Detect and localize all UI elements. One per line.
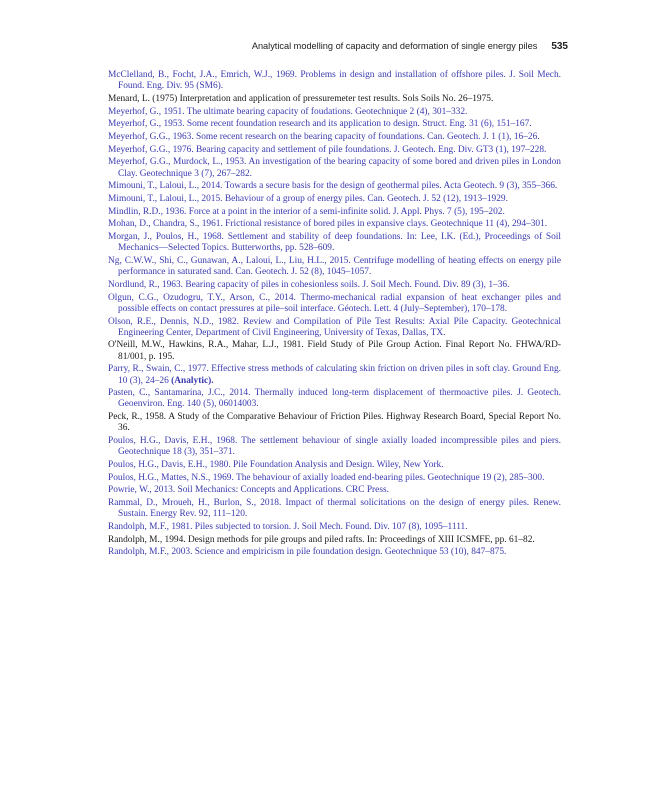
reference-entry[interactable] [108, 107, 561, 118]
reference-entry [108, 412, 561, 434]
reference-entry[interactable] [108, 280, 561, 291]
running-title: Analytical modelling of capacity and deformation of single energy piles [251, 41, 538, 51]
reference-entry[interactable] [108, 498, 561, 520]
reference-text: Parry, R., Swain, C., 1977. Effective stress methods of calculating skin friction on driven piles in soft clay. Ground Eng. 10 (3), 24–26 [108, 364, 561, 386]
page-number: 535 [551, 41, 568, 52]
reference-entry[interactable] [108, 145, 561, 156]
reference-text: Morgan, J., Poulos, H., 1968. Settlement and stability of deep foundations. In: Lee, I.K. (Ed.), Proceedings of Soil Mechanics—Selected Topics. Butterworths, pp. 528–609. [108, 232, 561, 254]
reference-text: Randolph, M.F., 1981. Piles subjected to torsion. J. Soil Mech. Found. Div. 107 (8), 1095–1111. [108, 522, 468, 533]
reference-entry[interactable] [108, 522, 561, 533]
reference-text: Meyerhof, G.G., 1963. Some recent research on the bearing capacity of foundations. Can. Geotech. J. 1 (1), 16–26. [108, 132, 540, 143]
reference-entry[interactable] [108, 485, 561, 496]
reference-text: Olson, R.E., Dennis, N.D., 1982. Review and Compilation of Pile Test Results: Axial Pile Capacity. Geotechnical Engineering Center, Department of Civil Engineering, University of Texas, Dallas, TX. [108, 316, 561, 338]
reference-text: Mimouni, T., Laloui, L., 2014. Towards a secure basis for the design of geothermal piles. Acta Geotech. 9 (3), 355–366. [108, 181, 558, 192]
reference-text: Meyerhof, G., 1953. Some recent foundation research and its application to design. Struct. Eng. 31 (6), 151–167. [108, 119, 532, 130]
reference-entry[interactable] [108, 256, 561, 278]
reference-text: Menard, L. (1975) Interpretation and application of pressuremeter test results. Sols Soils No. 26–1975. [108, 93, 494, 104]
reference-entry [108, 535, 561, 546]
reference-text: Olgun, C.G., Ozudogru, T.Y., Arson, C., 2014. Thermo-mechanical radial expansion of heat exchanger piles and possible effects on contact pressures at pile–soil interface. Géotech. Lett. 4 (July–September), 170–178. [108, 292, 561, 314]
reference-entry[interactable] [108, 219, 561, 230]
reference-entry[interactable] [108, 157, 561, 179]
reference-text: Pasten, C., Santamarina, J.C., 2014. Thermally induced long-term displacement of thermoactive piles. J. Geotech. Geoenviron. Eng. 140 (5), 06014003. [108, 388, 561, 410]
reference-entry[interactable] [108, 293, 561, 315]
reference-text: Rammal, D., Mroueh, H., Burlon, S., 2018. Impact of thermal solicitations on the design of energy piles. Renew. Sustain. Energy Rev. 92, 111–120. [108, 498, 561, 520]
reference-text: Mimouni, T., Laloui, L., 2015. Behaviour of a group of energy piles. Can. Geotech. J. 52 (12), 1913–1929. [108, 194, 508, 205]
reference-list [108, 70, 561, 560]
reference-entry[interactable] [108, 194, 561, 205]
reference-text: Meyerhof, G.G., Murdock, L., 1953. An investigation of the bearing capacity of some bored and driven piles in London Clay. Geotechnique 3 (7), 267–282. [108, 157, 561, 179]
reference-entry[interactable] [108, 364, 561, 386]
reference-text: Poulos, H.G., Davis, E.H., 1968. The settlement behaviour of single axially loaded incompressible piles and piers. Geotechnique 18 (3), 351–371. [108, 436, 561, 458]
reference-text: Ng, C.W.W., Shi, C., Gunawan, A., Laloui, L., Liu, H.L., 2015. Centrifuge modelling of heating effects on energy pile performance in saturated sand. Can. Geotech. J. 52 (8), 1045–1057. [108, 256, 561, 278]
reference-text: Mindlin, R.D., 1936. Force at a point in the interior of a semi-infinite solid. J. Appl. Phys. 7 (5), 195–202. [108, 206, 505, 217]
reference-entry [108, 94, 561, 105]
reference-text: Meyerhof, G.G., 1976. Bearing capacity and settlement of pile foundations. J. Geotech. Eng. Div. GT3 (1), 197–228. [108, 144, 547, 155]
running-header [108, 41, 568, 52]
reference-text: Poulos, H.G., Davis, E.H., 1980. Pile Foundation Analysis and Design. Wiley, New York. [108, 460, 444, 470]
reference-entry[interactable] [108, 207, 561, 218]
reference-entry[interactable] [108, 132, 561, 143]
reference-text: Nordlund, R., 1963. Bearing capacity of piles in cohesionless soils. J. Soil Mech. Found. Div. 89 (3), 1–36. [108, 279, 510, 290]
reference-text: Mohan, D., Chandra, S., 1961. Frictional resistance of bored piles in expansive clays. Geotechnique 11 (4), 294–301. [108, 219, 548, 230]
reference-entry[interactable] [108, 181, 561, 192]
reference-text: Powrie, W., 2013. Soil Mechanics: Concepts and Applications. CRC Press. [108, 485, 389, 496]
reference-text: Poulos, H.G., Mattes, N.S., 1969. The behaviour of axially loaded end-bearing piles. Geotechnique 19 (2), 285–300. [108, 472, 545, 483]
reference-entry[interactable] [108, 436, 561, 458]
reference-entry[interactable] [108, 317, 561, 339]
reference-entry[interactable] [108, 70, 561, 92]
reference-entry[interactable] [108, 232, 561, 254]
reference-text: Randolph, M., 1994. Design methods for pile groups and piled rafts. In: Proceedings of XIII ICSMFE, pp. 61–82. [108, 534, 535, 545]
reference-entry [108, 340, 561, 362]
reference-text: Meyerhof, G., 1951. The ultimate bearing capacity of foudations. Geotechnique 2 (4), 301–332. [108, 106, 468, 117]
reference-entry[interactable] [108, 473, 561, 484]
reference-highlight[interactable]: (Analytic). [171, 375, 214, 386]
reference-entry[interactable] [108, 460, 561, 471]
reference-entry[interactable] [108, 119, 561, 130]
reference-text: Peck, R., 1958. A Study of the Comparative Behaviour of Friction Piles. Highway Research Board, Special Report No. 36. [108, 412, 561, 434]
reference-entry[interactable] [108, 388, 561, 410]
reference-text: O'Neill, M.W., Hawkins, R.A., Mahar, L.J., 1981. Field Study of Pile Group Action. Final Report No. FHWA/RD-81/001, p. 195. [108, 340, 561, 362]
reference-entry[interactable] [108, 547, 561, 558]
reference-text: McClelland, B., Focht, J.A., Emrich, W.J., 1969. Problems in design and installation of offshore piles. J. Soil Mech. Found. Eng. Div. 95 (SM6). [108, 70, 561, 92]
reference-text: Randolph, M.F., 2003. Science and empiricism in pile foundation design. Geotechnique 53 (10), 847–875. [108, 547, 507, 558]
